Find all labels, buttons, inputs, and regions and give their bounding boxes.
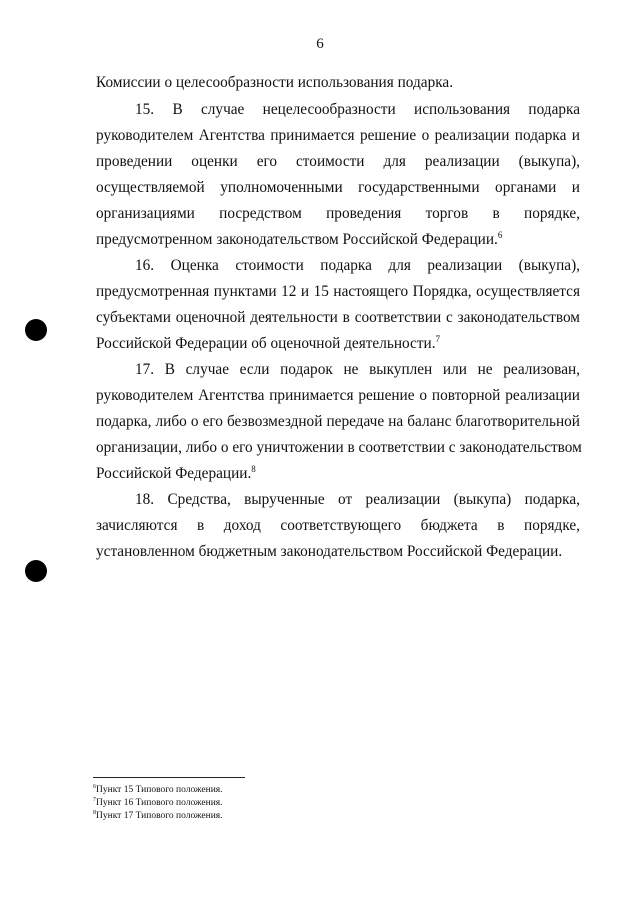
paragraph-17-start: 17. В случае если подарок не выкуплен или не реализован, [135, 361, 580, 378]
text-line: руководителем Агентства принимается решение о повторной реализации [96, 387, 580, 404]
page-number: 6 [316, 36, 324, 52]
text-line: установленном бюджетным законодательством Российской Федерации. [96, 543, 563, 560]
text-line: предусмотренная пунктами 12 и 15 настоящего Порядка, осуществляется [96, 283, 580, 300]
text-line: руководителем Агентства принимается решение о реализации подарка и [96, 127, 580, 144]
text-line: проведении оценки его стоимости для реализации (выкупа), [96, 153, 580, 170]
text-line: зачисляются в доход соответствующего бюджета в порядке, [96, 517, 580, 534]
text-line: осуществляемой уполномоченными государственными органами и [96, 179, 580, 196]
footnote-ref-6[interactable]: 6 [497, 230, 503, 240]
text-line: Комиссии о целесообразности использования подарка. [96, 74, 454, 91]
footnote-number: 8 [93, 810, 96, 816]
text-line-with-ref [96, 465, 256, 483]
footnote-text: Пункт 16 Типового положения. [96, 798, 223, 808]
text-line: организациями посредством проведения торгов в порядке, [96, 205, 580, 222]
footnote-text: Пункт 17 Типового положения. [96, 811, 223, 821]
text-line-with-ref [96, 335, 440, 353]
footnote-number: 7 [93, 797, 96, 803]
text-line: Российской Федерации об оценочной деятельности. [96, 335, 436, 352]
footnote-ref-8[interactable]: 8 [251, 464, 256, 474]
footnote-separator [93, 777, 245, 778]
text-line: предусмотренном законодательством Российской Федерации. [96, 231, 498, 248]
paragraph-15-start: 15. В случае нецелесообразности использования подарка [135, 101, 580, 118]
footnote-ref-7[interactable]: 7 [435, 334, 441, 344]
text-line: Российской Федерации. [96, 465, 252, 482]
text-line: субъектами оценочной деятельности в соответствии с законодательством [96, 309, 580, 326]
footnote-number: 6 [93, 784, 96, 790]
footnote-8 [93, 811, 223, 822]
punch-hole-marker [25, 560, 47, 582]
text-line-with-ref [96, 231, 502, 249]
paragraph-18-start: 18. Средства, вырученные от реализации (выкупа) подарка, [135, 491, 580, 508]
text-line: организации, либо о его уничтожении в соответствии с законодательством [96, 439, 582, 456]
footnote-7 [93, 798, 223, 809]
footnote-6 [93, 785, 223, 796]
paragraph-16-start: 16. Оценка стоимости подарка для реализации (выкупа), [135, 257, 580, 274]
text-line: подарка, либо о его безвозмездной передаче на баланс благотворительной [96, 413, 580, 430]
footnote-text: Пункт 15 Типового положения. [96, 785, 223, 795]
punch-hole-marker [25, 319, 47, 341]
